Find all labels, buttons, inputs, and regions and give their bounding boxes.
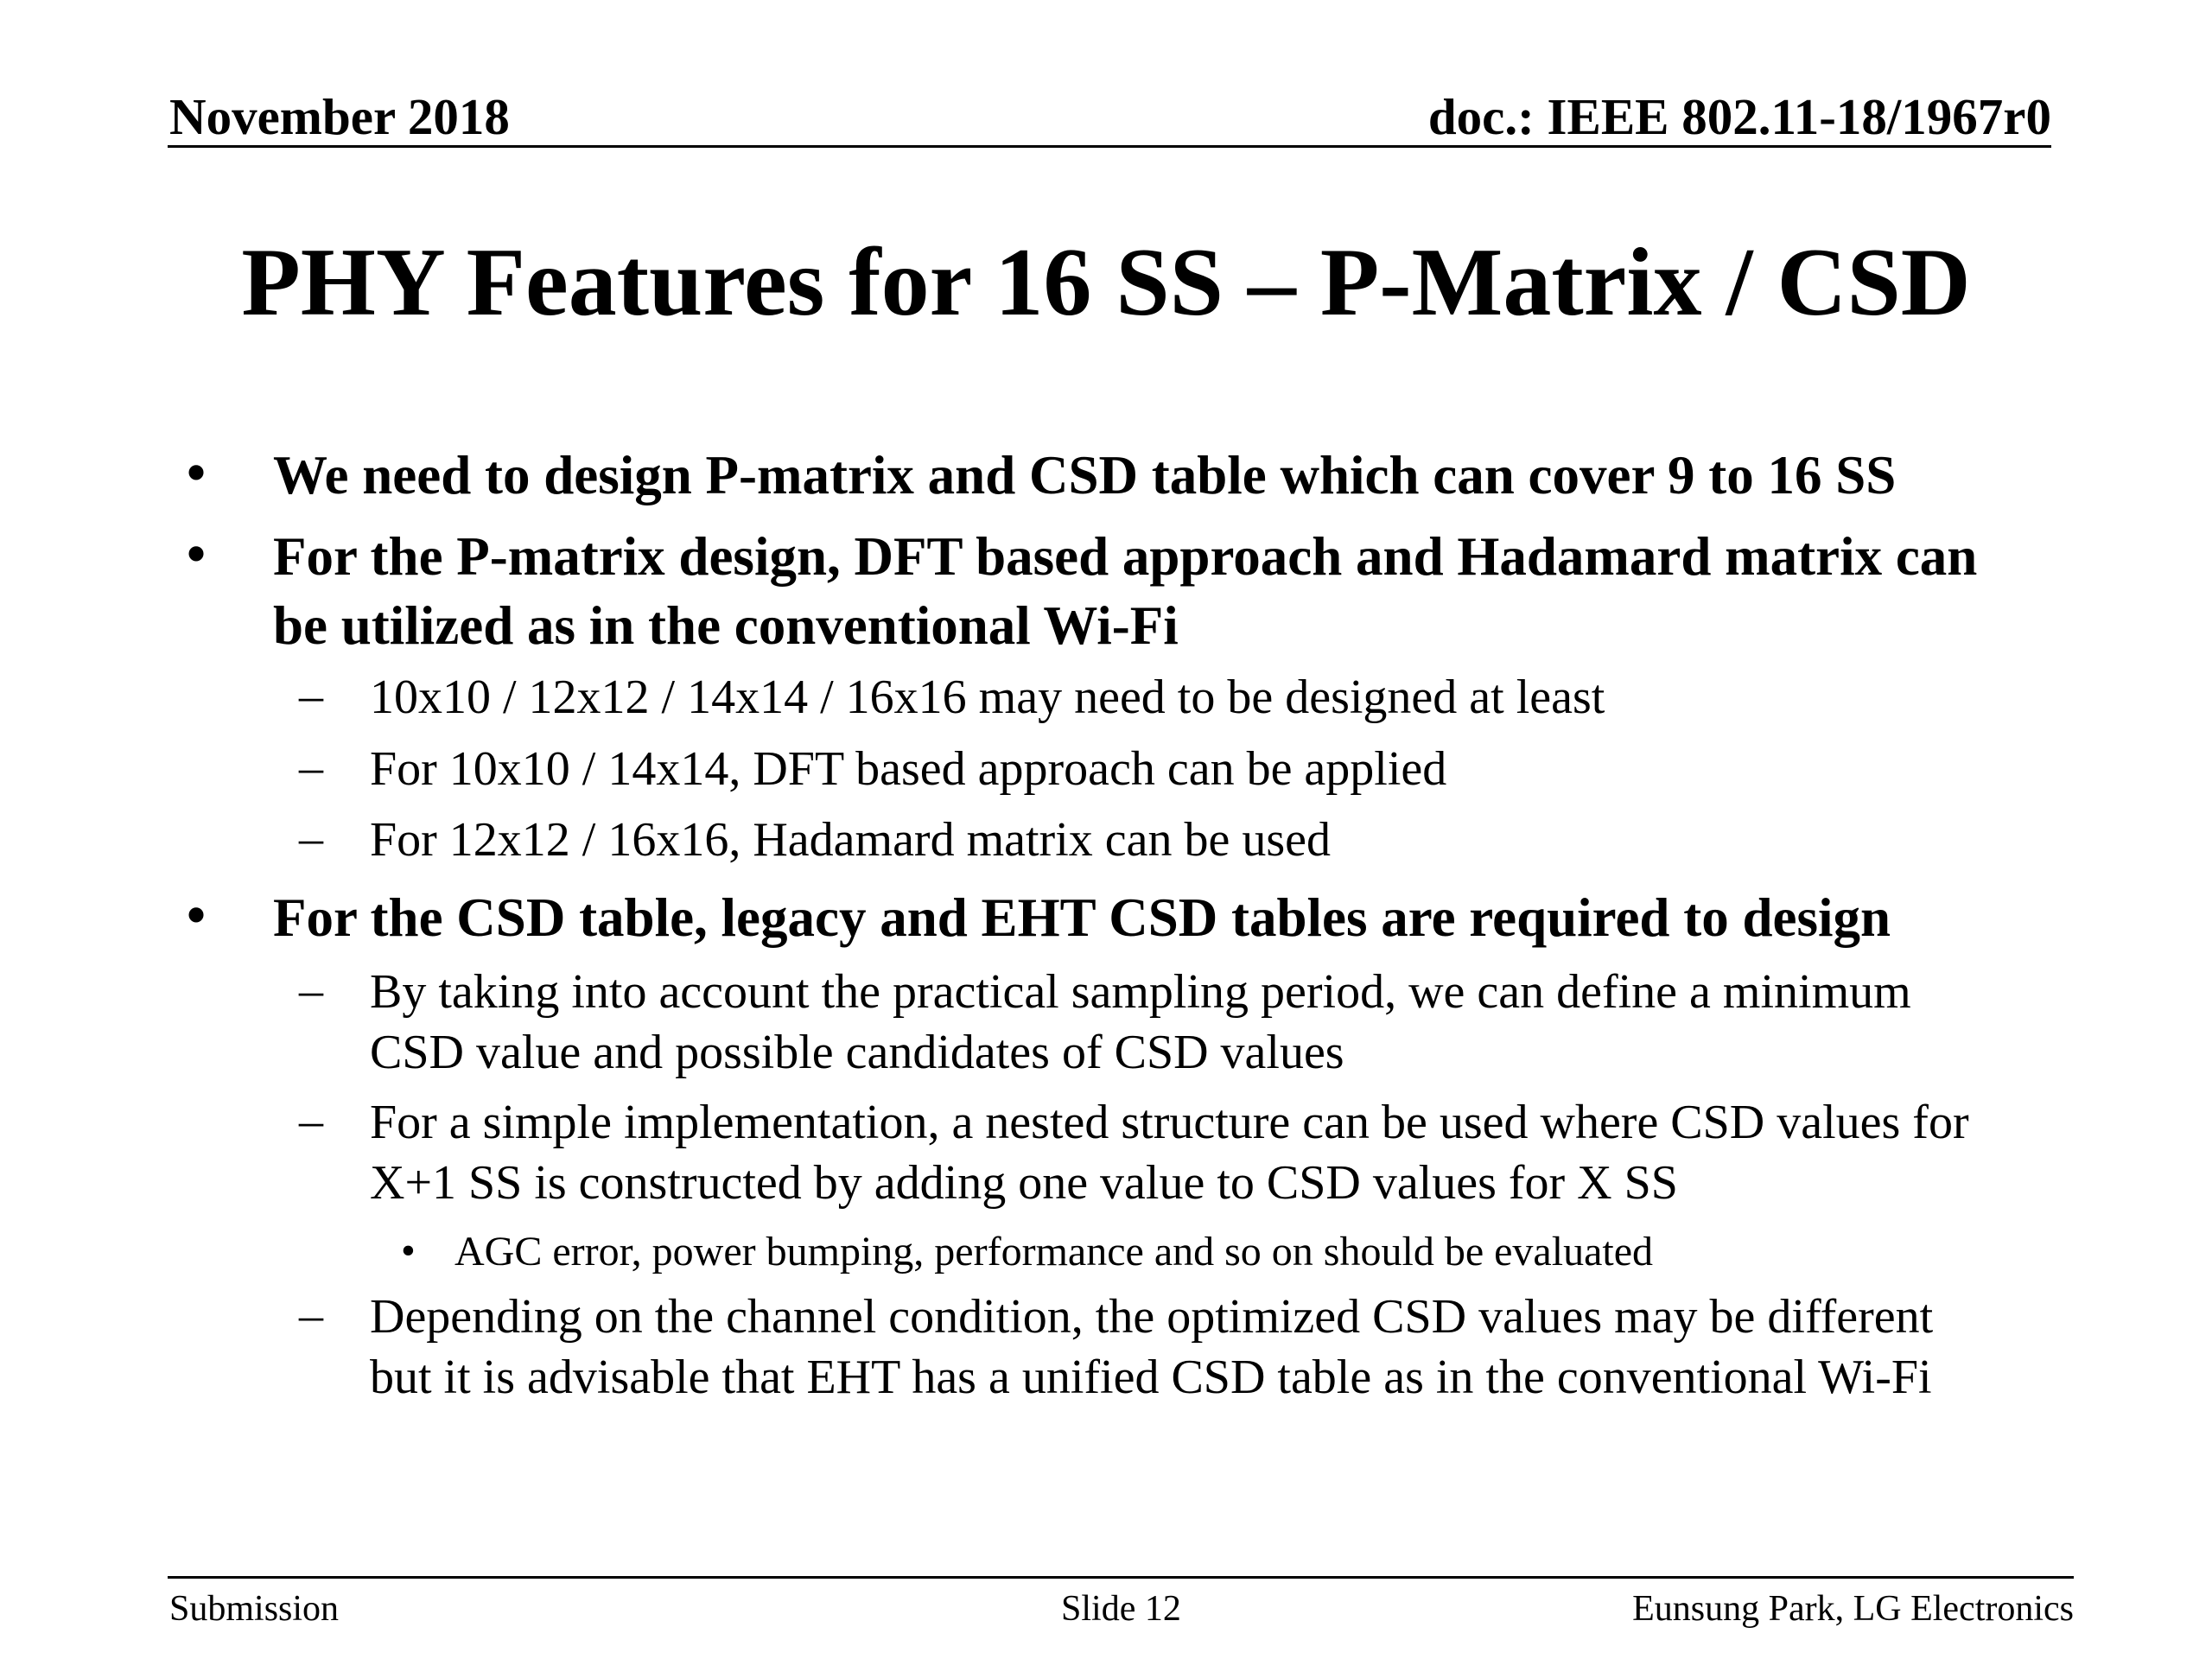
footer-divider bbox=[168, 1576, 2074, 1579]
sub-bullet-text: For 10x10 / 14x14, DFT based approach can be applied bbox=[370, 742, 1447, 796]
sub-bullet-text: For a simple implementation, a nested structure can be used where CSD values for X+1 SS is constructed by adding one value to CSD values for X SS bbox=[370, 1096, 1969, 1210]
bullet-text: For the P-matrix design, DFT based approach and Hadamard matrix can be utilized as in the conventional Wi-Fi bbox=[273, 526, 1978, 656]
header-date: November 2018 bbox=[169, 88, 510, 145]
dash-marker: – bbox=[299, 1094, 323, 1147]
footer-submission: Submission bbox=[169, 1589, 340, 1629]
bullet-text: For the CSD table, legacy and EHT CSD tables are required to design bbox=[273, 887, 1891, 948]
bullet-text: We need to design P-matrix and CSD table which can cover 9 to 16 SS bbox=[273, 445, 1897, 505]
bullet-marker: • bbox=[187, 524, 207, 584]
header-doc-id: doc.: IEEE 802.11-18/1967r0 bbox=[1427, 88, 2051, 145]
header-divider bbox=[168, 145, 2051, 148]
slide-title: PHY Features for 16 SS – P-Matrix / CSD bbox=[241, 229, 1971, 336]
dash-marker: – bbox=[299, 811, 323, 865]
bullet-marker: • bbox=[187, 442, 207, 503]
footer-slide-number: Slide 12 bbox=[1061, 1589, 1181, 1629]
sub-bullet-text: Depending on the channel condition, the optimized CSD values may be different but it is advisable that EHT has a unified CSD table as in the conventional Wi-Fi bbox=[370, 1290, 1934, 1404]
sub-bullet-text: For 12x12 / 16x16, Hadamard matrix can be used bbox=[370, 813, 1331, 867]
dash-marker: – bbox=[299, 741, 323, 794]
dash-marker: – bbox=[299, 963, 323, 1017]
bullet-marker: • bbox=[187, 885, 207, 945]
footer-author: Eunsung Park, LG Electronics bbox=[1632, 1589, 2074, 1629]
sub-bullet-text: By taking into account the practical sampling period, we can define a minimum CSD value and possible candidates of CSD values bbox=[370, 965, 1911, 1079]
sub-bullet-text: 10x10 / 12x12 / 14x14 / 16x16 may need to be designed at least bbox=[370, 671, 1605, 724]
dash-marker: – bbox=[299, 1288, 323, 1342]
dash-marker: – bbox=[299, 669, 323, 722]
sub-sub-bullet-text: AGC error, power bumping, performance and so on should be evaluated bbox=[454, 1229, 1654, 1274]
bullet-marker: • bbox=[401, 1228, 416, 1274]
